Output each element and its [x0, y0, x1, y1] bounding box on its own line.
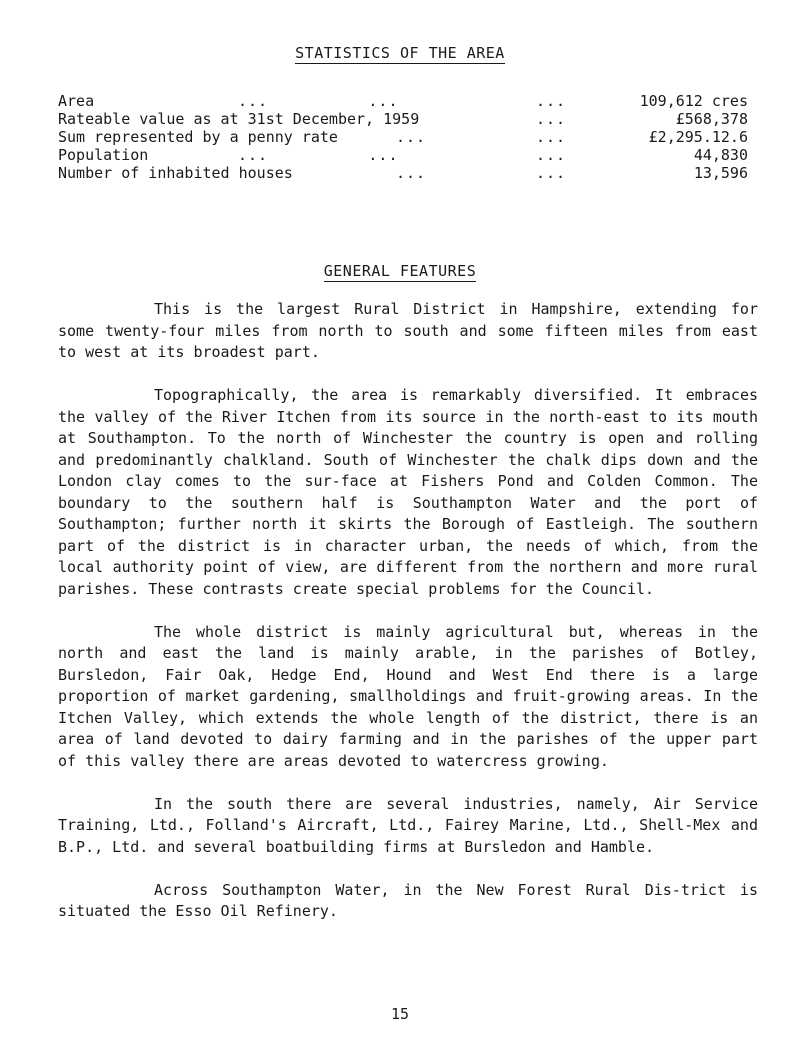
stat-leader-dots: ... ...	[238, 92, 399, 110]
stat-leader-dots: ...	[396, 164, 427, 182]
stat-row-penny-rate	[58, 128, 748, 146]
stat-row-area	[58, 92, 748, 110]
paragraph: Across Southampton Water, in the New Forest Rural Dis-trict is situated the Esso Oil Refinery.	[58, 880, 758, 920]
page-number: 15	[390, 1005, 410, 1023]
stat-label: Population	[58, 146, 149, 164]
stat-leader-dots: ...	[536, 164, 567, 182]
stat-row-inhabited-houses	[58, 164, 748, 182]
stat-leader-dots: ... ...	[238, 146, 399, 164]
statistics-table	[58, 92, 748, 182]
stat-value: £2,295.12.6	[648, 128, 748, 146]
stat-leader-dots: ...	[536, 146, 567, 164]
stat-leader-dots: ...	[536, 92, 567, 110]
paragraph: The whole district is mainly agricultural but, whereas in the north and east the land is mainly arable, in the parishes of Botley, Bursledon, Fair Oak, Hedge End, Hound and West End there is a large proportion of market gardening, smallholdings and fruit-growing areas. In the Itchen Valley, which extends the whole length of the district, there is an area of land devoted to dairy farming and in the parishes of the upper part of this valley there are areas devoted to watercress growing.	[58, 622, 758, 770]
stat-value: 13,596	[693, 164, 748, 182]
paragraph: This is the largest Rural District in Hampshire, extending for some twenty-four miles from north to south and some fifteen miles from east to west at its broadest part.	[58, 300, 758, 361]
stat-leader-dots: ...	[396, 128, 427, 146]
body-text	[58, 299, 758, 944]
stat-value: 109,612 cres	[639, 92, 748, 110]
stat-row-population	[58, 146, 748, 164]
section-heading-text: GENERAL FEATURES	[323, 262, 477, 280]
stat-label: Sum represented by a penny rate	[58, 128, 338, 146]
stat-leader-dots: ...	[536, 128, 567, 146]
paragraph: Topographically, the area is remarkably diversified. It embraces the valley of the River Itchen from its source in the north-east to its mouth at Southampton. To the north of Winchester the country is open and rolling and predominantly chalkland. South of Winchester the chalk dips down and the London clay comes to the sur-face at Fishers Pond and Colden Common. The boundary to the southern half is Southampton Water and the port of Southampton; further north it skirts the Borough of Eastleigh. The southern part of the district is in character urban, the needs of which, from the local authority point of view, are different from the northern and more rural parishes. These contrasts create special problems for the Council.	[58, 386, 758, 598]
stat-label: Area	[58, 92, 95, 110]
section-heading	[0, 262, 800, 280]
paragraph: In the south there are several industries, namely, Air Service Training, Ltd., Folland's Aircraft, Ltd., Fairey Marine, Ltd., Shell-Mex and B.P., Ltd. and several boatbuilding firms at Bursledon and Hamble.	[58, 794, 758, 856]
page-title	[0, 44, 800, 62]
stat-label: Rateable value as at 31st December, 1959	[58, 110, 420, 128]
page-title-text: STATISTICS OF THE AREA	[295, 44, 505, 62]
stat-label: Number of inhabited houses	[58, 164, 293, 182]
stat-value: 44,830	[693, 146, 748, 164]
stat-value: £568,378	[675, 110, 748, 128]
stat-leader-dots: ...	[536, 110, 567, 128]
stat-row-rateable-value	[58, 110, 748, 128]
